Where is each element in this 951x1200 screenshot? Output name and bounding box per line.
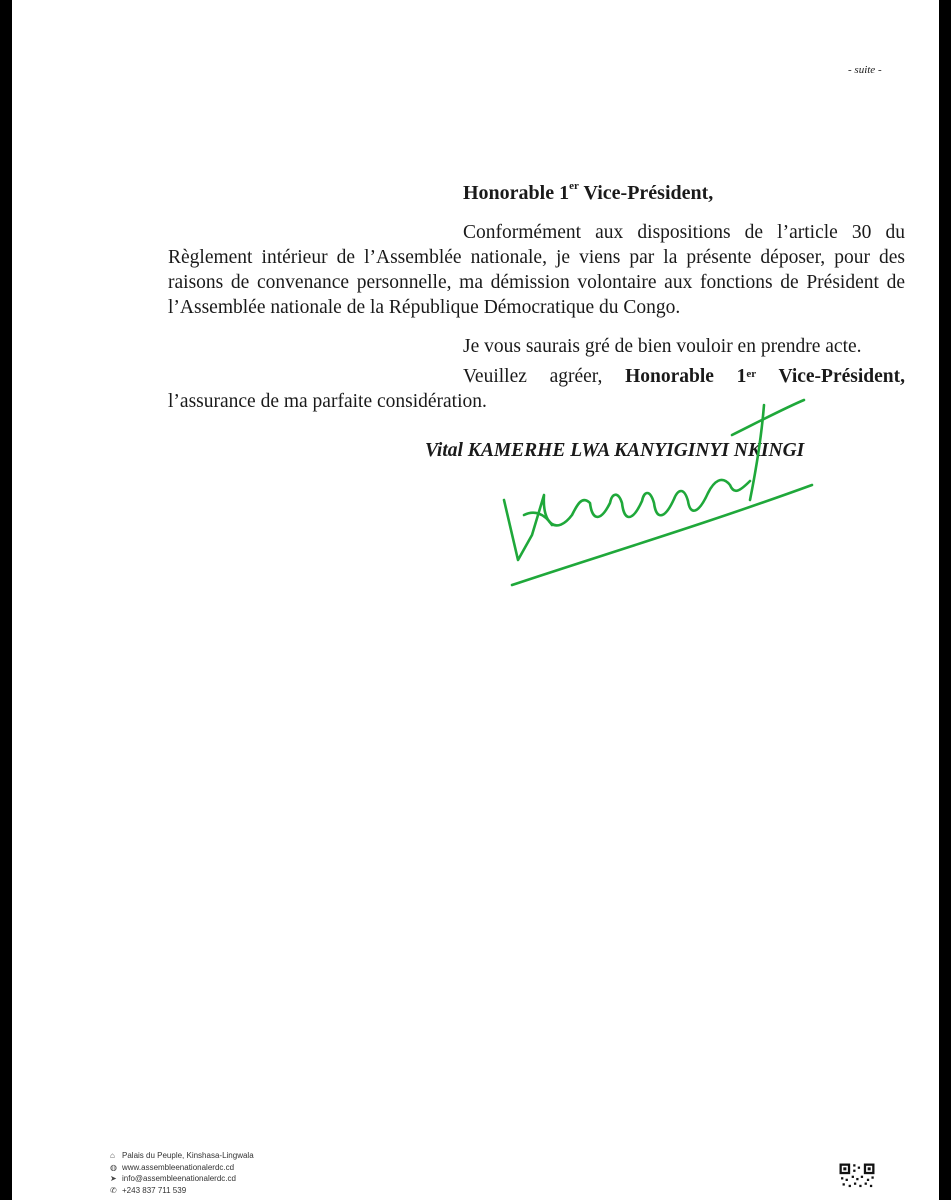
salutation <box>463 182 713 205</box>
continuation-marker: - suite - <box>848 64 882 76</box>
footer-phone-text: +243 837 711 539 <box>122 1185 187 1195</box>
closing-addressee-suffix: Vice-Président, <box>756 366 905 387</box>
handwritten-signature <box>482 385 822 595</box>
footer-address-text: Palais du Peuple, Kinshasa-Lingwala <box>122 1151 254 1160</box>
home-icon: ⌂ <box>110 1151 115 1160</box>
footer-website <box>110 1162 254 1174</box>
body-paragraph-resignation: Conformément aux dispositions de l’article 30 du Règlement intérieur de l’Assemblée nationale, je viens par la présente déposer, pour des raisons de convenance personnelle, ma démission volontaire aux fonctions de Président de l’Assemblée nationale de la République Démocratique du Congo. <box>168 222 905 318</box>
letter-page <box>12 0 939 1200</box>
footer-phone <box>110 1185 254 1197</box>
footer-address <box>110 1150 254 1162</box>
body-paragraph-acknowledgement: Je vous saurais gré de bien vouloir en prendre acte. <box>463 336 862 357</box>
closing-addressee <box>625 366 905 387</box>
signatory-name: Vital KAMERHE LWA KANYIGINYI NKINGI <box>425 440 805 461</box>
globe-icon: ◍ <box>110 1162 117 1172</box>
qr-code <box>832 1162 882 1200</box>
signature-strokes <box>504 400 812 585</box>
footer-website-text[interactable]: www.assembleenationalerdc.cd <box>122 1162 235 1172</box>
footer-email-text[interactable]: info@assembleenationalerdc.cd <box>122 1174 236 1183</box>
send-icon: ➤ <box>110 1174 117 1183</box>
salutation-prefix: Honorable 1 <box>463 182 570 204</box>
closing-end: l’assurance de ma parfaite considération. <box>168 391 487 412</box>
salutation-ordinal: er <box>569 180 579 192</box>
closing-start: Veuillez agréer, <box>463 366 626 387</box>
footer-contact <box>110 1150 254 1196</box>
salutation-suffix: Vice-Président, <box>578 182 714 204</box>
footer-email <box>110 1173 254 1185</box>
phone-icon: ✆ <box>110 1185 117 1195</box>
closing-addressee-prefix: Honorable 1 <box>625 366 747 387</box>
closing-addressee-ordinal: er <box>746 368 757 380</box>
